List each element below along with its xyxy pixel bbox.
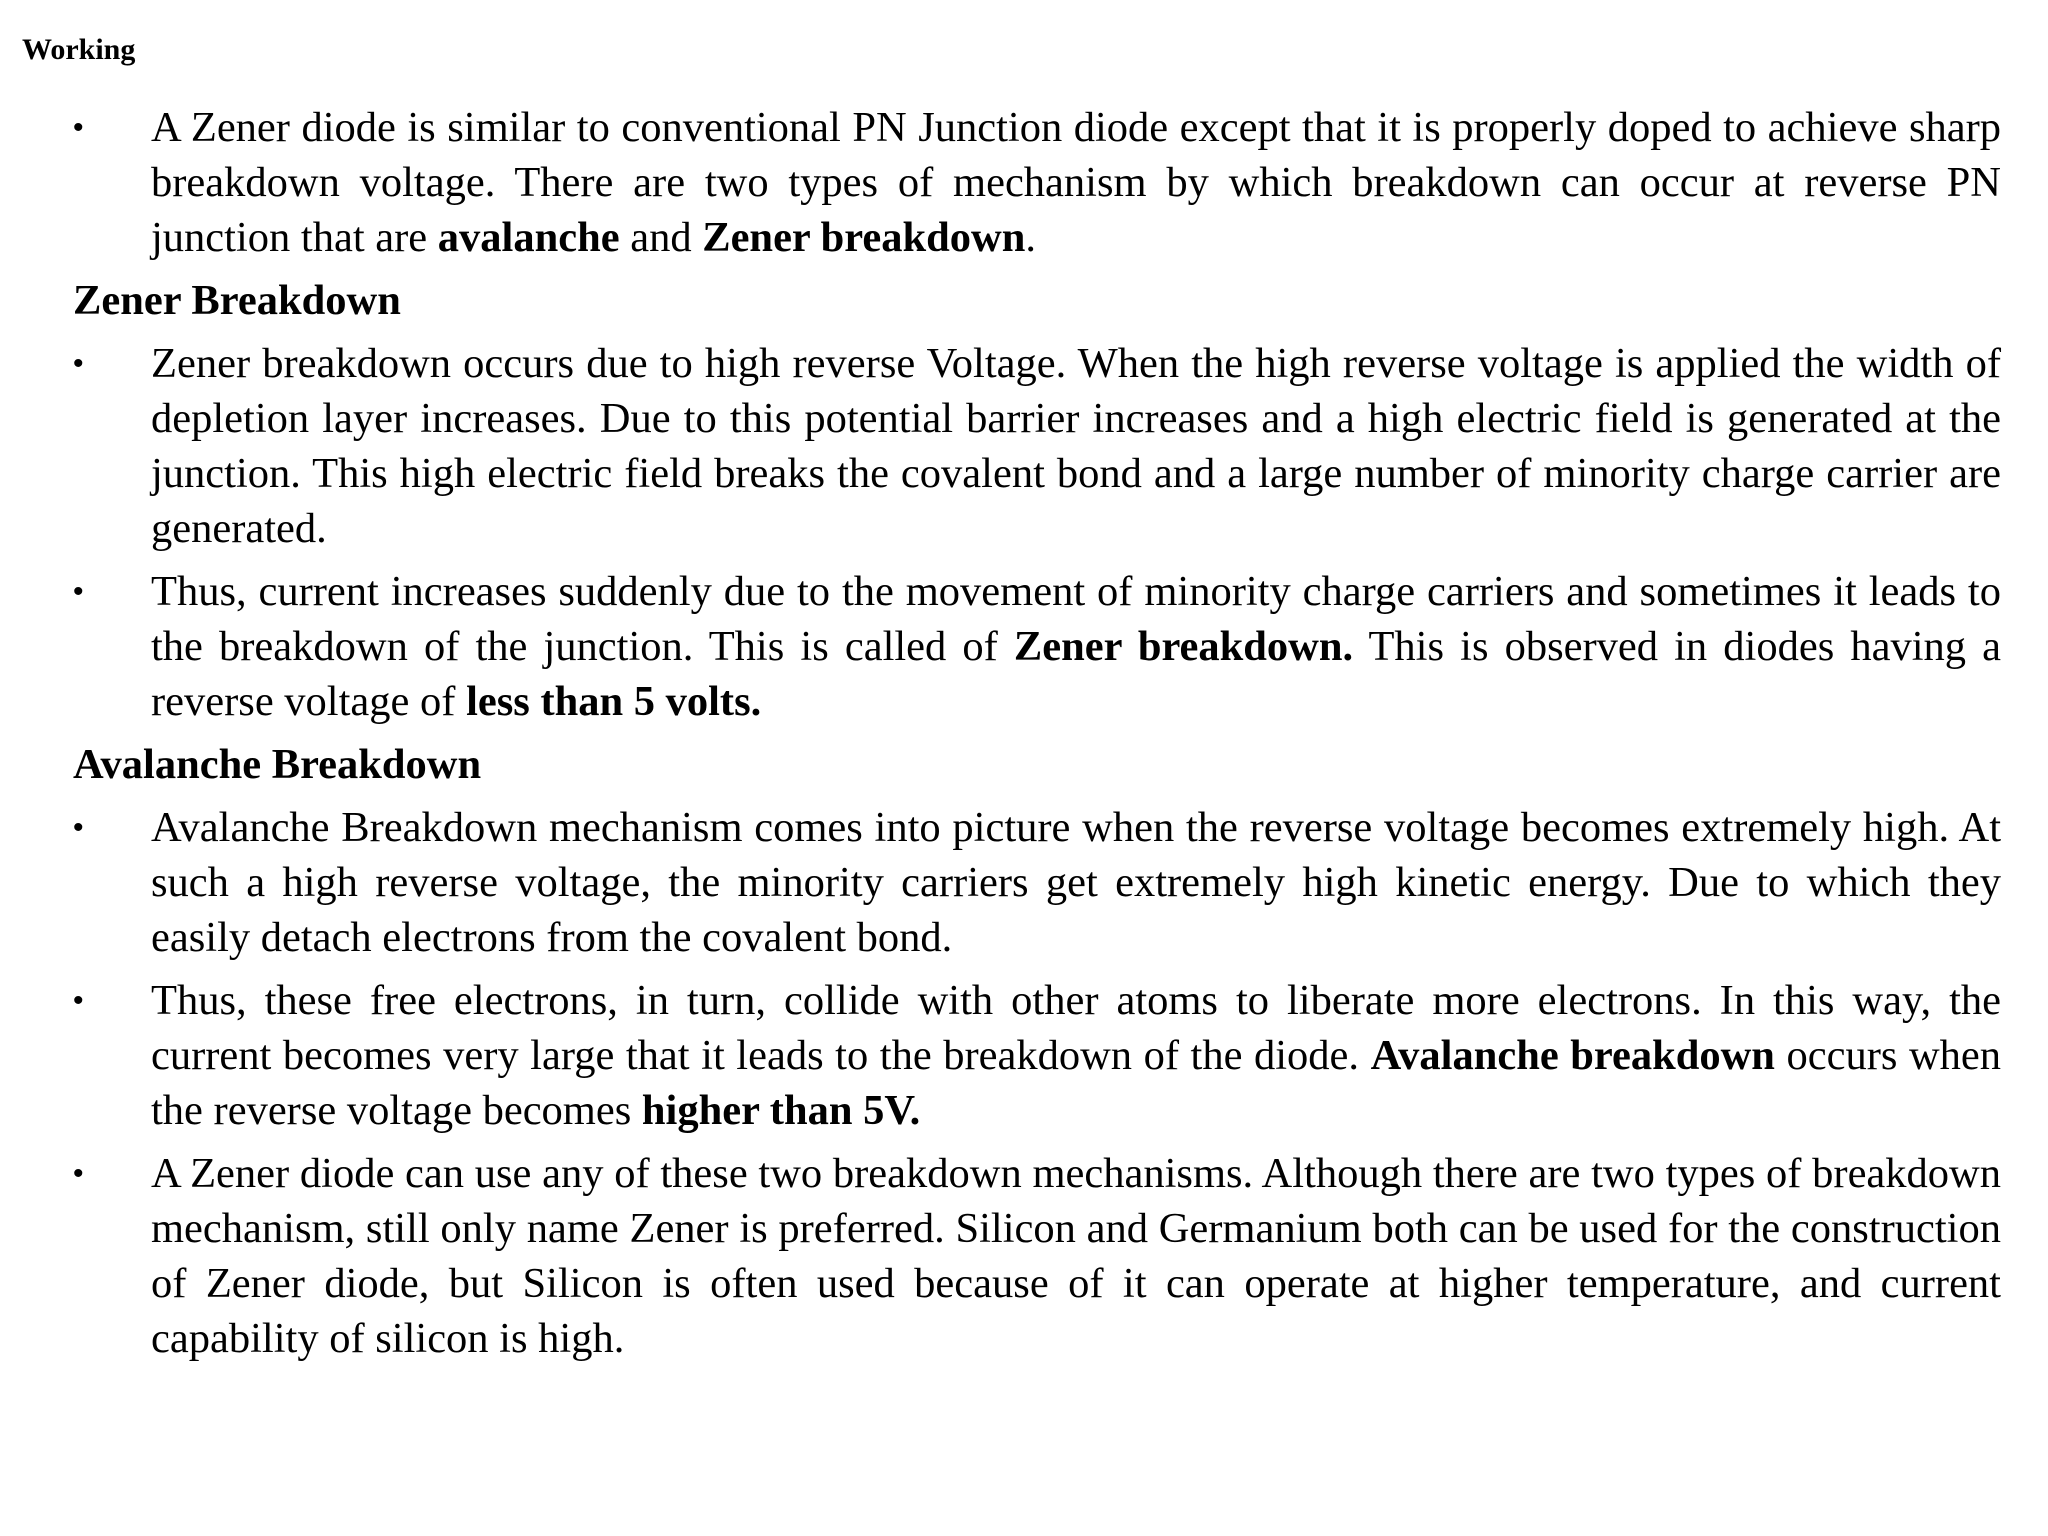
avalanche-breakdown-heading: Avalanche Breakdown [73,741,482,788]
intro-text-part: and [619,214,703,261]
intro-text-part: . [1025,214,1036,261]
avalanche-text: occurs when the reverse voltage becomes [151,1032,2001,1134]
bullet-icon: • [73,347,84,380]
voltage-threshold: higher than 5V. [641,1087,921,1134]
intro-text-part: A Zener diode is similar to conventional PN Junction diode except that it is properly doped to achieve sharp breakdown voltage. There are two types of mechanism by which breakdown can occur at reverse PN junction that are [151,104,2001,261]
zener-text: Zener breakdown occurs due to high reverse Voltage. When the high reverse voltage is applied the width of depletion layer increases. Due to this potential barrier increases and a high electric field is generated at the junction. This high electric field breaks the covalent bond and a large number of minority charge carrier are generated. [151,340,2001,552]
avalanche-paragraph-3 [73,1146,2001,1366]
zener-text: This is observed in diodes having a reverse voltage of [151,623,2001,725]
avalanche-text: Thus, these free electrons, in turn, collide with other atoms to liberate more electrons. In this way, the current becomes very large that it leads to the breakdown of the diode. [151,977,2001,1079]
zener-breakdown-term: Zener breakdown [702,214,1026,261]
zener-breakdown-term: Zener breakdown. [1013,623,1354,670]
zener-text: Thus, current increases suddenly due to the movement of minority charge carriers and sometimes it leads to the breakdown of the junction. This is called of [151,568,2001,670]
avalanche-text: Avalanche Breakdown mechanism comes into picture when the reverse voltage becomes extremely high. At such a high reverse voltage, the minority carriers get extremely high kinetic energy. Due to which they easily detach electrons from the covalent bond. [151,804,2001,961]
bullet-icon: • [73,575,84,608]
avalanche-paragraph-1 [73,800,2001,965]
avalanche-text: A Zener diode can use any of these two breakdown mechanisms. Although there are two types of breakdown mechanism, still only name Zener is preferred. Silicon and Germanium both can be used for the construction of Zener diode, but Silicon is often used because of it can operate at higher temperature, and current capability of silicon is high. [151,1150,2001,1362]
page-title: Working [22,33,136,66]
intro-paragraph [73,100,2001,265]
avalanche-breakdown-term: Avalanche breakdown [1370,1032,1775,1079]
document-body [73,100,2001,1374]
zener-paragraph-1 [73,336,2001,556]
avalanche-term: avalanche [437,214,620,261]
zener-paragraph-2 [73,564,2001,729]
bullet-icon: • [73,811,84,844]
zener-breakdown-heading: Zener Breakdown [73,277,401,324]
voltage-threshold: less than 5 volts. [466,678,762,725]
bullet-icon: • [73,111,84,144]
bullet-icon: • [73,984,84,1017]
avalanche-paragraph-2 [73,973,2001,1138]
bullet-icon: • [73,1157,84,1190]
